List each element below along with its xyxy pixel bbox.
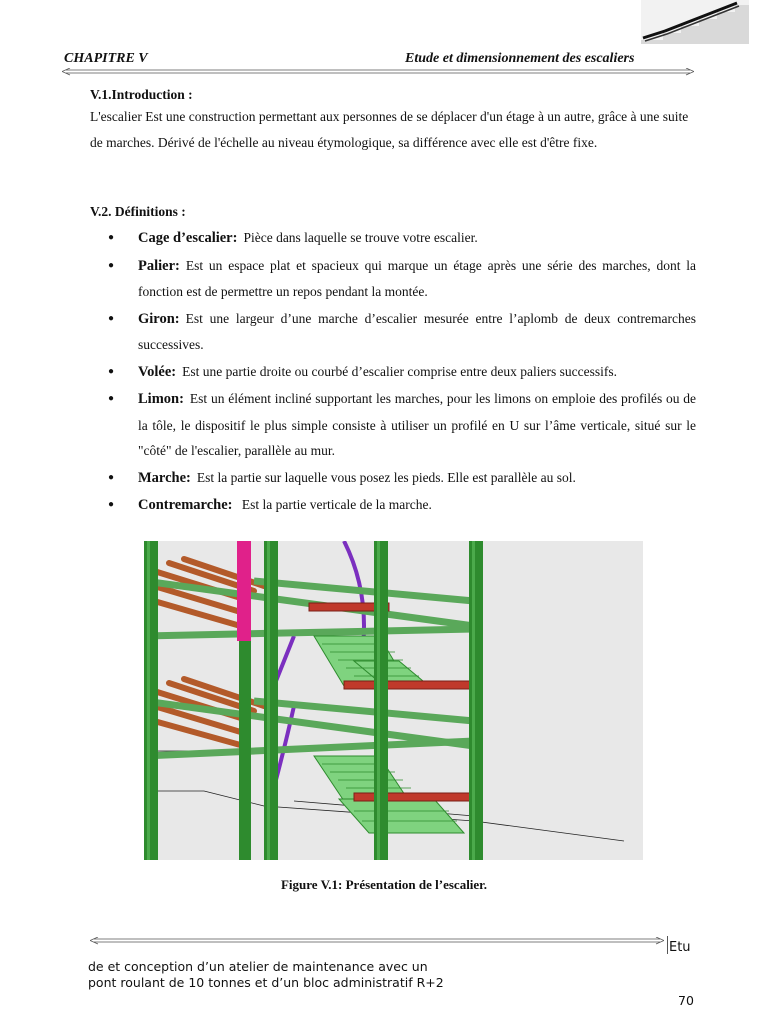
definition-text: Est la partie verticale de la marche. bbox=[238, 497, 432, 512]
chapter-label: CHAPITRE V bbox=[64, 51, 148, 66]
definition-text: Pièce dans laquelle se trouve votre escalier. bbox=[243, 230, 478, 245]
footer-divider bbox=[667, 936, 668, 954]
definition-item bbox=[108, 492, 696, 519]
definition-term: Contremarche: bbox=[138, 497, 233, 513]
definition-term: Limon: bbox=[138, 391, 184, 407]
bullet-icon: ● bbox=[108, 312, 115, 324]
definition-item bbox=[108, 306, 696, 358]
definition-term: Palier: bbox=[138, 257, 180, 274]
definition-item bbox=[108, 386, 696, 464]
definition-text: Est la partie sur laquelle vous posez les pieds. Elle est parallèle au sol. bbox=[196, 469, 576, 485]
footer-line-1: de et conception d’un atelier de maintenance avec un bbox=[88, 959, 428, 974]
definitions-list bbox=[108, 225, 696, 520]
definition-term: Marche: bbox=[138, 469, 191, 486]
footer-text bbox=[88, 959, 444, 991]
bullet-icon: ● bbox=[108, 499, 115, 510]
figure-caption: Figure V.1: Présentation de l’escalier. bbox=[280, 877, 488, 892]
page-number: 70 bbox=[678, 993, 694, 1008]
definition-item bbox=[108, 359, 696, 386]
definition-term: Cage d’escalier: bbox=[138, 230, 238, 246]
staircase-logo-icon bbox=[641, 0, 749, 44]
definitions-heading: V.2. Définitions : bbox=[90, 204, 186, 219]
header-rule bbox=[62, 68, 694, 76]
definition-item bbox=[108, 225, 696, 252]
chapter-subject: Etude et dimensionnement des escaliers bbox=[405, 51, 635, 66]
definition-term: Volée: bbox=[138, 363, 177, 380]
definition-term: Giron: bbox=[138, 310, 180, 327]
bullet-icon: ● bbox=[108, 393, 115, 404]
staircase-3d-figure bbox=[144, 541, 643, 860]
bullet-icon: ● bbox=[108, 259, 115, 271]
definition-text: Est une partie droite ou courbé d’escalier comprise entre deux paliers successifs. bbox=[182, 363, 617, 379]
pink-column bbox=[237, 541, 251, 641]
intro-heading: V.1.Introduction : bbox=[90, 87, 193, 102]
footer-line-2: pont roulant de 10 tonnes et d’un bloc administratif R+2 bbox=[88, 975, 444, 990]
bullet-icon: ● bbox=[108, 232, 115, 243]
definition-text: Est un élément incliné supportant les marches, pour les limons on emploie des profilés ou de la tôle, le dispositif le plus simple consiste à utiliser un profilé en U sur l’âme verticale, situé sur le "côté" de l'escalier, parallèle au mur. bbox=[138, 391, 696, 458]
definition-item bbox=[108, 253, 696, 305]
bullet-icon: ● bbox=[108, 471, 115, 483]
bullet-icon: ● bbox=[108, 365, 115, 377]
footer-rule bbox=[90, 937, 664, 945]
definition-text: Est une largeur d’une marche d’escalier mesurée entre l’aplomb de deux contremarches successives. bbox=[138, 310, 696, 352]
footer-etu: Etu bbox=[669, 940, 691, 955]
intro-paragraph: L'escalier Est une construction permettant aux personnes de se déplacer d'un étage à un autre, grâce à une suite de marches. Dérivé de l'échelle au niveau étymologique, sa différence avec elle est d'être fixe. bbox=[90, 109, 689, 150]
definition-item bbox=[108, 465, 696, 492]
definition-text: Est un espace plat et spacieux qui marque un étage après une série des marches, dont la fonction est de permettre un repos pendant la montée. bbox=[138, 257, 696, 299]
